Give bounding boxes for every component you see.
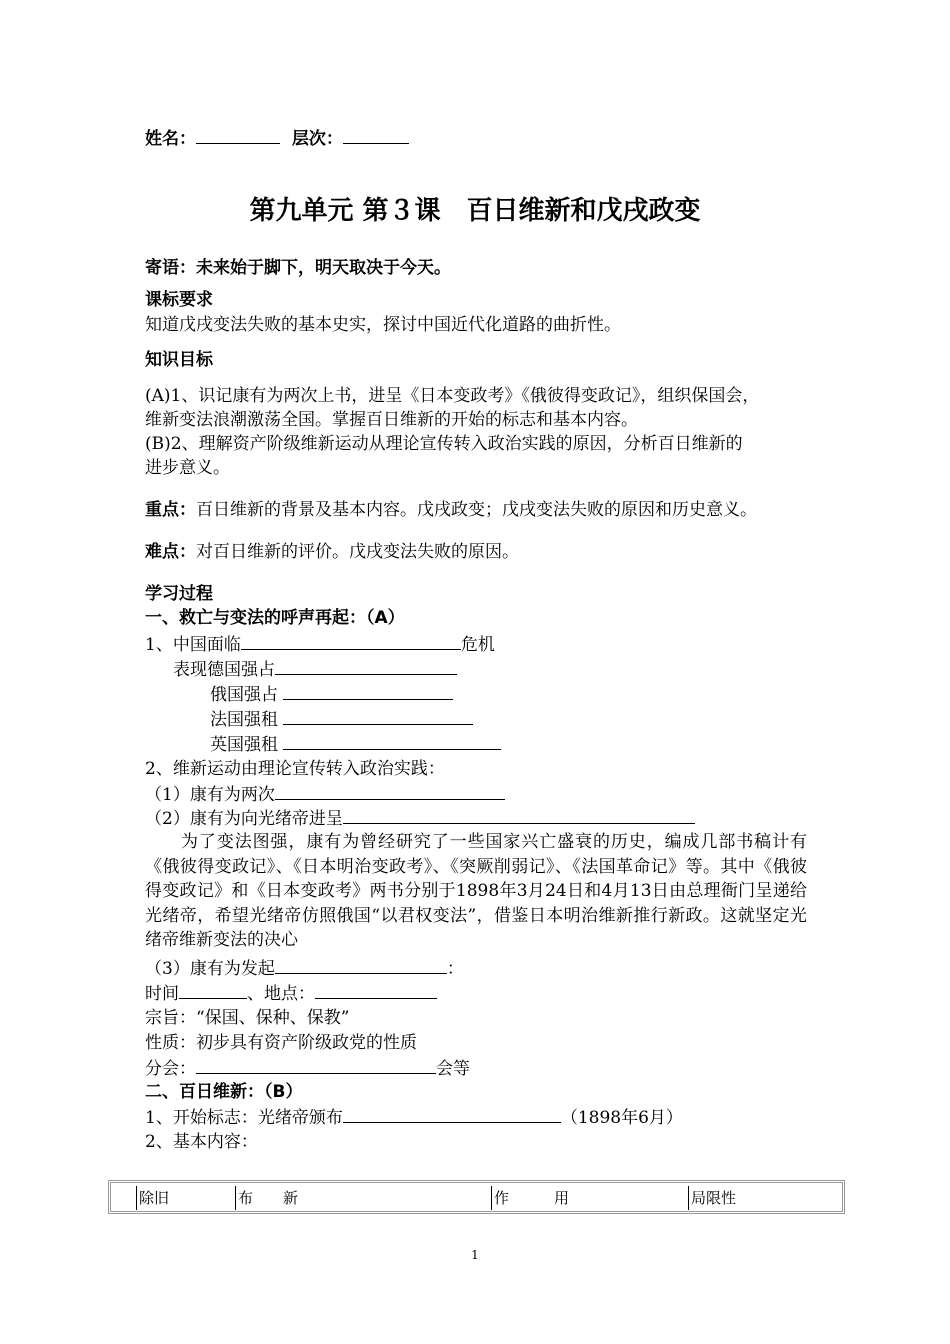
- branch-line: [145, 1056, 470, 1081]
- q2-heading: 2、维新运动由理论宣传转入政治实践：: [145, 759, 445, 779]
- goal-b-line2: 进步意义。: [145, 458, 230, 478]
- q1-label: 1、中国面临: [145, 635, 241, 655]
- difficult-text: 对百日维新的评价。戊戌变法失败的原因。: [196, 542, 519, 562]
- goal-b-line1: (B)2、理解资产阶级维新运动从理论宣传转入政治实践的原因，分析百日维新的: [145, 434, 743, 454]
- table-header-effect: 作 用: [491, 1186, 684, 1210]
- russia-blank[interactable]: [283, 682, 453, 700]
- time-place-line: [145, 981, 437, 1006]
- germany-label: 表现德国强占: [173, 660, 275, 680]
- difficult-label: 难点：: [145, 542, 196, 562]
- name-label: 姓名：: [145, 129, 196, 149]
- level-label: 层次：: [291, 129, 343, 149]
- name-blank[interactable]: [196, 126, 280, 144]
- r2-line: 2、基本内容：: [145, 1132, 258, 1152]
- q1-suffix: 危机: [460, 635, 495, 655]
- r1-suffix: （1898年6月）: [560, 1108, 683, 1128]
- key-points: [145, 498, 757, 522]
- france-label: 法国强租: [210, 710, 278, 730]
- q1-britain: [210, 732, 501, 757]
- table-header-limits: 局限性: [688, 1186, 841, 1210]
- level-blank[interactable]: [343, 126, 409, 144]
- section-2-heading: 二、百日维新：（B）: [145, 1082, 303, 1102]
- aim-line: 宗旨：“保国、保种、保教”: [145, 1008, 350, 1028]
- r1-blank[interactable]: [343, 1105, 561, 1123]
- goal-a-line2: 维新变法浪潮激荡全国。掌握百日维新的开始的标志和基本内容。: [145, 410, 638, 430]
- branch-suffix: 会等: [436, 1059, 470, 1079]
- q1-line: [145, 632, 495, 657]
- time-blank[interactable]: [179, 981, 247, 999]
- r1-label: 1、开始标志：光绪帝颁布: [145, 1108, 343, 1128]
- q2-2-blank[interactable]: [343, 806, 695, 824]
- q2-3-line: [145, 956, 464, 981]
- difficult-points: [145, 540, 519, 564]
- table-header-new: 布 新: [235, 1186, 488, 1210]
- place-blank[interactable]: [315, 981, 437, 999]
- section-1-heading: 一、救亡与变法的呼声再起：（A）: [145, 608, 405, 628]
- page-title: 第九单元 第３课 百日维新和戊戌政变: [249, 196, 701, 226]
- process-heading: 学习过程: [145, 584, 213, 604]
- goals-heading: 知识目标: [145, 350, 213, 370]
- key-label: 重点：: [145, 500, 196, 520]
- q1-russia: [210, 682, 453, 707]
- goal-a-line1: (A)1、识记康有为两次上书，进呈《日本变政考》《俄彼得变政记》，组织保国会，: [145, 386, 760, 406]
- q2-3-blank[interactable]: [275, 956, 447, 974]
- q1-blank[interactable]: [241, 632, 461, 650]
- page-number: 1: [471, 1248, 479, 1262]
- q1-germany: [173, 657, 457, 682]
- q2-1-line: [145, 782, 505, 807]
- q2-2-line: [145, 806, 695, 831]
- q1-france: [210, 707, 473, 732]
- key-text: 百日维新的背景及基本内容。戊戌政变；戊戌变法失败的原因和历史意义。: [196, 500, 757, 520]
- nature-line: 性质：初步具有资产阶级政党的性质: [145, 1033, 417, 1053]
- branch-blank[interactable]: [196, 1056, 436, 1074]
- standard-heading: 课标要求: [145, 290, 213, 310]
- r1-line: [145, 1105, 683, 1130]
- q2-3-label: （3）康有为发起: [145, 959, 275, 979]
- russia-label: 俄国强占: [210, 685, 278, 705]
- q2-2-label: （2）康有为向光绪帝进呈: [145, 809, 343, 829]
- standard-text: 知道戊戌变法失败的基本史实，探讨中国近代化道路的曲折性。: [145, 315, 621, 335]
- header-line: [145, 126, 409, 151]
- q2-1-blank[interactable]: [275, 782, 505, 800]
- table-header-old: 除旧: [136, 1186, 234, 1210]
- content-table: [108, 1180, 845, 1214]
- time-label: 时间: [145, 984, 179, 1004]
- britain-blank[interactable]: [283, 732, 501, 750]
- motto: 寄语：未来始于脚下，明天取决于今天。: [145, 258, 451, 278]
- place-label: 、地点：: [247, 984, 315, 1004]
- britain-label: 英国强租: [210, 735, 278, 755]
- france-blank[interactable]: [283, 707, 473, 725]
- q2-3-suffix: ：: [446, 959, 464, 979]
- background-paragraph: 为了变法图强，康有为曾经研究了一些国家兴亡盛衰的历史，编成几部书稿计有《俄彼得变政记》、《日本明治变政考》、《突厥削弱记》、《法国革命记》等。其中《俄彼得变政记》和《日本变政考》两书分别于1898年3月24日和4月13日由总理衙门呈递给光绪帝，希望光绪帝仿照俄国“以君权变法”，借鉴日本明治维新推行新政。这就坚定光绪帝维新变法的决心: [145, 832, 807, 950]
- germany-blank[interactable]: [275, 657, 457, 675]
- branch-label: 分会：: [145, 1059, 196, 1079]
- q2-1-label: （1）康有为两次: [145, 785, 275, 805]
